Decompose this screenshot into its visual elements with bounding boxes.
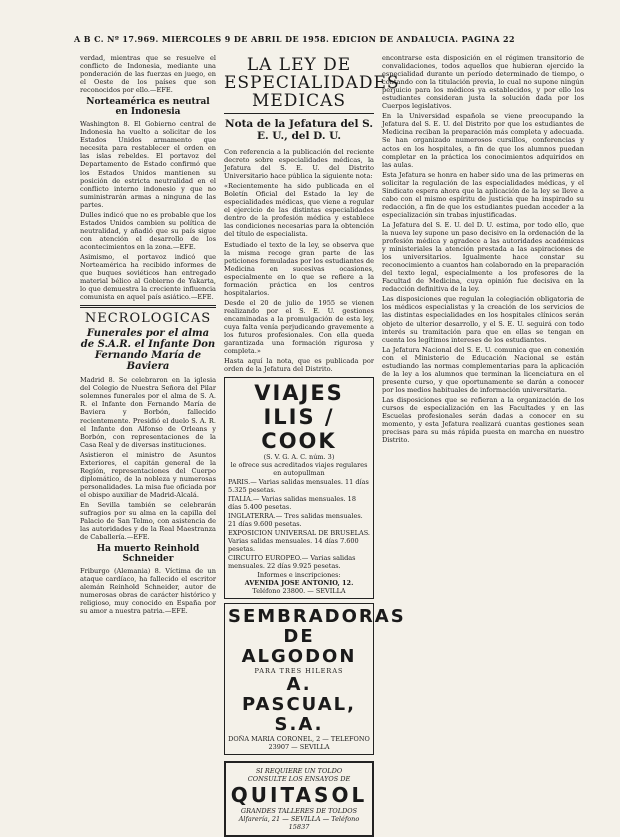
article-text: Estudiado el texto de la ley, se observa que la misma recoge gran parte de las peticiones formuladas por los estudiantes de Medicina en sucesivas ocasiones, especialmente en lo que se refiere a la formación práctica en los centros hospitalarios. [224, 240, 374, 297]
article-text: En Sevilla también se celebrarán sufragios por su alma en la capilla del Palacio de San Telmo, con asistencia de las autoridades y de la Real Maestranza de Caballería.—EFE. [80, 500, 216, 542]
awning-ad [224, 761, 374, 837]
column-right [382, 54, 584, 809]
article-text: La Jefatura del S. E. U. del D. U. estima, por todo ello, que la nueva ley supone un paso decisivo en la ordenación de la profesión médica y agradece a las autoridades académicas y ministeriales la atención prestada a las aspiraciones de los universitarios. Igualmente hace constar su reconocimiento a cuantos han colaborado en la preparación del texto legal, especialmente a los profesores de la Facultad de Medicina, cuya opinión fue decisiva en la redacción definitiva de la ley. [382, 220, 584, 294]
travel-ad-row: INGLATERRA.— Tres salidas mensuales. 21 días 9.600 pesetas. [228, 512, 363, 529]
travel-ad-sub: (S. V. G. A. C. núm. 3) [263, 453, 335, 462]
sowing-ad-line: DE ALGODON [241, 626, 357, 668]
article-text: Con referencia a la publicación del reciente decreto sobre especialidades médicas, la Jefatura del S. E. U. del Distrito Universitario hace pública la siguiente nota: [224, 148, 374, 181]
article-text: verdad, mientras que se resuelve el conflicto de Indonesia, mediante una ponderación de las fuerzas en juego, en el Oeste de los países que son reconocidos por ello.—EFE. [80, 54, 216, 95]
article-heading: Ha muerto Reinhold Schneider [96, 544, 200, 565]
sowing-ad-brand: A. PASCUAL, S.A. [242, 674, 356, 736]
travel-ad-logo: VIAJES ILIS / COOK [254, 381, 344, 454]
column-left [80, 54, 216, 809]
article-text: Madrid 8. Se celebraron en la iglesia del Colegio de Nuestra Señora del Pilar solemnes funerales por el alma de S. A. R. el Infante don Fernando María de Baviera y Borbón, fallecido recientemente. Presidió el duelo S. A. R. el Infante don Alfonso de Orleans y Borbón, con representaciones de la Casa Real y de diversas instituciones. [80, 376, 216, 449]
travel-ad-row: ITALIA.— Varias salidas mensuales. 18 días 5.400 pesetas. [228, 495, 356, 512]
article-subtitle: Nota de la Jefatura del S. E. U., del D. U. [224, 118, 373, 142]
article-text: En la Universidad española se viene preocupando la Jefatura del S. E. U. del Distrito por que los estudiantes de Medicina reciban la preparación más completa y adecuada. Se han organizado numerosos cursillos, conferencias y actos en los hospitales, a fin de que los alumnos puedan completar en la práctica los conocimientos adquiridos en las aulas. [382, 112, 584, 169]
article-title: LA LEY DE ESPECIALIDADES MEDICAS [224, 55, 400, 111]
divider [224, 113, 374, 114]
page-header: A B C. Nº 17.969. MIERCOLES 9 DE ABRIL DE 1958. EDICION DE ANDALUCIA. PAGINA 22 [74, 34, 515, 44]
article-text: Hasta aquí la nota, que es publicada por orden de la Jefatura del Distrito. [224, 357, 374, 374]
article-text: «Recientemente ha sido publicada en el Boletín Oficial del Estado la ley de especialidades médicas, que viene a regular el ejercicio de las distintas especialidades dentro de la profesión médica y establece las condiciones necesarias para la obtención del título de especialista. [224, 182, 374, 239]
column-middle [224, 54, 406, 832]
article-text: encontrarse esta disposición en el régimen transitorio de convalidaciones, todos aquellos que hubieran ejercido la especialidad durante un período determinado de tiempo, o contando con la titulación previa, lo cual no supone ningún perjuicio para los médicos ya establecidos, y por ello los estudiantes consideran justa la solución dada por los Cuerpos legislativos. [382, 54, 584, 111]
article-text: Las disposiciones que se refieran a la organización de los cursos de especialización en las Facultades y en las Escuelas profesionales serán dadas a conocer en su momento, y esta Jefatura realizará cuantas gestiones sean precisas para su más rápida puesta en marcha en nuestro Distrito. [382, 395, 584, 445]
travel-ad-row: CIRCUITO EUROPEO.— Varias salidas mensuales. 22 días 9.925 pesetas. [228, 554, 356, 571]
article-text: Washington 8. El Gobierno central de Indonesia ha vuelto a solicitar de los Estados Unidos armamento que necesita para restablecer el orden en las islas rebeldes. El portavoz del Departamento de Estado confirmó que los Estados Unidos mantienen su posición de estricta neutralidad en el conflicto interno indonesio y que no suministrarán armas a ninguna de las partes. [80, 120, 216, 209]
article-heading: Norteamérica es neutral en Indonesia [86, 97, 210, 118]
article-text: La Jefatura Nacional del S. E. U. comunica que en conexión con el Ministerio de Educación Nacional se están estudiando las normas complementarias para la aplicación de la ley a los alumnos que terminan la licenciatura en el presente curso, y que oportunamente se darán a conocer por los medios habituales de información universitaria. [382, 345, 584, 394]
article-text: Esta Jefatura se honra en haber sido una de las primeras en solicitar la regulación de las especialidades médicas, y el Sindicato espera ahora que la aplicación de la ley se lleve a cabo con el mismo espíritu de justicia que ha inspirado su redacción, a fin de que los estudiantes puedan acceder a la especialización sin trabas injustificadas. [382, 170, 584, 219]
travel-ad-row: EXPOSICION UNIVERSAL DE BRUSELAS. Varias salidas mensuales. 14 días 7.600 pesetas. [228, 529, 370, 554]
travel-ad-address: AVENIDA JOSE ANTONIO, 12. [244, 579, 354, 588]
travel-ad [224, 377, 374, 599]
article-text: Friburgo (Alemania) 8. Víctima de un ataque cardíaco, ha fallecido el escritor alemán Reinhold Schneider, autor de numerosas obras de carácter histórico y religioso, muy conocido en España por su amor a nuestra patria.—EFE. [80, 567, 216, 616]
travel-ad-phone: Teléfono 23800. — SEVILLA [252, 587, 346, 596]
travel-ad-intro: le ofrece sus acreditados viajes regulares en autopullman [230, 461, 368, 478]
article-text: Asimismo, el portavoz indicó que Norteamérica ha recibido informes de que buques soviéticos han entregado material bélico al Gobierno de Yakarta, lo que demuestra la creciente influencia comunista en aquel país asiático.—EFE. [80, 252, 216, 302]
awning-ad-logo: QUITASOL [230, 783, 368, 808]
section-heading: NECROLOGICAS [84, 311, 212, 327]
article-text: Desde el 20 de julio de 1955 se vienen realizando por el S. E. U. gestiones encaminadas a la promulgación de esta ley, cuya falta venía perjudicando gravemente a los futuros profesionales. Con ella queda garantizada una formación rigurosa y completa.» [224, 298, 374, 356]
travel-ad-row: PARIS.— Varias salidas mensuales. 11 días 5.325 pesetas. [228, 478, 369, 495]
article-heading: Funerales por el alma de S.A.R. el Infante Don Fernando María de Baviera [80, 328, 216, 373]
awning-ad-line: CONSULTE LOS ENSAYOS DE [247, 775, 351, 784]
sowing-ad-line: SEMBRADORAS [228, 606, 406, 628]
sowing-ad-address: DOÑA MARIA CORONEL, 2 — TELEFONO 23907 — SEVILLA [228, 735, 370, 752]
sowing-machine-ad [224, 603, 406, 755]
article-text: Asistieron el ministro de Asuntos Exteriores, el capitán general de la Región, representaciones del Cuerpo diplomático, de la nobleza y numerosas personalidades. La misa fue oficiada por el obispo auxiliar de Madrid-Alcalá. [80, 450, 216, 499]
travel-ad-contact: Informes e inscripciones: [257, 571, 341, 580]
sowing-ad-line: PARA TRES HILERAS [254, 667, 344, 676]
article-text: Las disposiciones que regulan la colegiación obligatoria de los médicos especialistas y la creación de los servicios de las distintas especialidades en los hospitales clínicos serán objeto de ulterior desarrollo, y el S. E. U. seguirá con todo interés su tramitación para que en ellas se tengan en cuenta los legítimos intereses de los estudiantes. [382, 295, 584, 344]
section-divider [80, 305, 216, 308]
article-text: Dulles indicó que no es probable que los Estados Unidos cambien su política de neutralidad, y añadió que su país sigue con atención el desarrollo de los acontecimientos en la zona.—EFE. [80, 210, 216, 251]
awning-ad-line: GRANDES TALLERES DE TOLDOS [240, 807, 358, 816]
awning-ad-line: SI REQUIERE UN TOLDO [255, 767, 343, 776]
awning-ad-address: Alfarería, 21 — SEVILLA — Teléfono 15837 [238, 815, 360, 832]
